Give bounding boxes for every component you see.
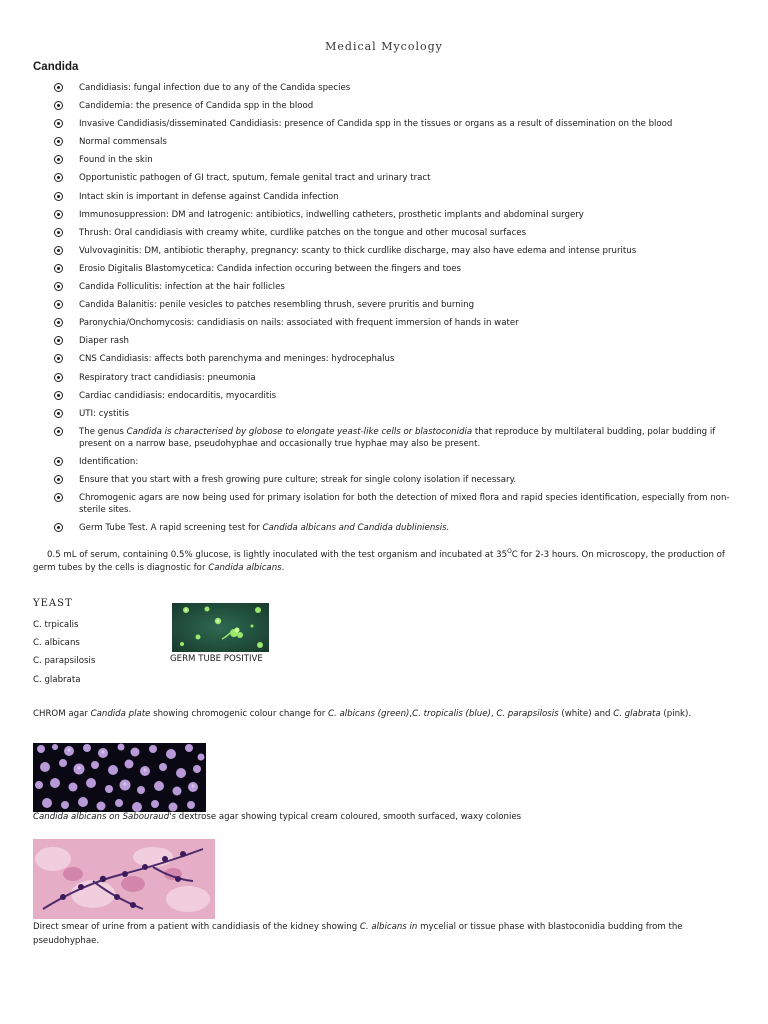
bullet-icon: [54, 475, 63, 484]
list-item: Candidemia: the presence of Candida spp in the blood: [52, 100, 732, 112]
list-item: Vulvovaginitis: DM, antibiotic theraphy, pregnancy: scanty to thick curdlike discharge, may also have edema and intense pruritus: [52, 245, 732, 257]
bullet-icon: [54, 282, 63, 291]
bullet-icon: [54, 137, 63, 146]
list-item: Cardiac candidiasis: endocarditis, myocarditis: [52, 390, 732, 402]
candida-bullet-list: [52, 82, 732, 540]
bullet-icon: [54, 173, 63, 182]
urine-smear-caption: Direct smear of urine from a patient with candidiasis of the kidney showing C. albicans in mycelial or tissue phase with blastoconidia budding from the pseudohyphae.: [33, 922, 683, 946]
bullet-icon: [54, 354, 63, 363]
yeast-title: YEAST: [33, 598, 73, 609]
list-item: CNS Candidiasis: affects both parenchyma and meninges: hydrocephalus: [52, 353, 732, 365]
list-item: Ensure that you start with a fresh growing pure culture; streak for single colony isolation if necessary.: [52, 474, 732, 486]
bullet-icon: [54, 373, 63, 382]
list-item: Respiratory tract candidiasis: pneumonia: [52, 372, 732, 384]
list-item: Immunosuppression: DM and Iatrogenic: antibiotics, indwelling catheters, prosthetic implants and abdominal surgery: [52, 209, 732, 221]
bullet-icon: [54, 318, 63, 327]
list-item: Intact skin is important in defense against Candida infection: [52, 191, 732, 203]
bullet-icon: [54, 228, 63, 237]
bullet-icon: [54, 427, 63, 436]
serum-paragraph: 0.5 mL of serum, containing 0.5% glucose, is lightly inoculated with the test organism and incubated at $35^OC$ for 2-3 hours. On microscopy, the production of germ tubes by the cells is diagnostic for Candida albicans.: [33, 548, 725, 573]
bullet-icon: [54, 155, 63, 164]
list-item: Normal commensals: [52, 136, 732, 148]
bullet-icon: [54, 101, 63, 110]
list-item: Candidiasis: fungal infection due to any of the Candida species: [52, 82, 732, 94]
list-item: Candida Folliculitis: infection at the hair follicles: [52, 281, 732, 293]
bullet-icon: [54, 336, 63, 345]
bullet-icon: [54, 493, 63, 502]
bullet-icon: [54, 246, 63, 255]
germ-tube-micrograph: [172, 603, 269, 652]
list-item: C. albicans: [33, 638, 80, 649]
list-item: C. trpicalis: [33, 620, 79, 630]
list-item: C. parapsilosis: [33, 656, 96, 667]
bullet-icon: [54, 192, 63, 201]
list-item: Candida Balanitis: penile vesicles to patches resembling thrush, severe pruritis and burning: [52, 299, 732, 311]
list-item: Opportunistic pathogen of GI tract, sputum, female genital tract and urinary tract: [52, 172, 732, 184]
bullet-icon: [54, 391, 63, 400]
list-item: C. glabrata: [33, 674, 81, 685]
bullet-icon: [54, 300, 63, 309]
bullet-icon: [54, 210, 63, 219]
list-item: Thrush: Oral candidiasis with creamy white, curdlike patches on the tongue and other mucosal surfaces: [52, 227, 732, 239]
list-item: Found in the skin: [52, 154, 732, 166]
page-header: Medical Mycology: [325, 40, 443, 53]
list-item: Invasive Candidiasis/disseminated Candidiasis: presence of Candida spp in the tissues or organs as a result of dissemination on the blood: [52, 118, 732, 130]
list-item-genus: The genus Candida is characterised by globose to elongate yeast-like cells or blastoconidia that reproduce by multilateral budding, polar budding if present on a narrow base, pseudohyphae and occasionally true hyphae may also be present.: [52, 426, 732, 450]
bullet-icon: [54, 457, 63, 466]
bullet-icon: [54, 264, 63, 273]
yeast-list: [33, 616, 95, 689]
list-item: Diaper rash: [52, 335, 732, 347]
section-heading: Candida: [33, 61, 79, 73]
list-item-germ-tube: Germ Tube Test. A rapid screening test for Candida albicans and Candida dubliniensis.: [52, 522, 732, 534]
list-item: Erosio Digitalis Blastomycetica: Candida infection occuring between the fingers and toes: [52, 263, 732, 275]
colony-photo: [33, 743, 206, 812]
bullet-icon: [54, 523, 63, 532]
germ-tube-caption: GERM TUBE POSITIVE: [170, 654, 263, 664]
list-item: Paronychia/Onchomycosis: candidiasis on nails: associated with frequent immersion of hands in water: [52, 317, 732, 329]
bullet-icon: [54, 83, 63, 92]
bullet-icon: [54, 409, 63, 418]
list-item: Identification:: [52, 456, 732, 468]
bullet-icon: [54, 119, 63, 128]
chrom-agar-paragraph: CHROM agar Candida plate showing chromogenic colour change for C. albicans (green),C. tropicalis (blue), C. parapsilosis (white) and C. glabrata (pink).: [33, 709, 692, 719]
sabouraud-caption: Candida albicans on Sabouraud's dextrose agar showing typical cream coloured, smooth surfaced, waxy colonies: [33, 812, 522, 822]
urine-smear-micrograph: [33, 839, 215, 919]
list-item: Chromogenic agars are now being used for primary isolation for both the detection of mixed flora and rapid species identification, especially from non-sterile sites.: [52, 492, 732, 516]
list-item: UTI: cystitis: [52, 408, 732, 420]
